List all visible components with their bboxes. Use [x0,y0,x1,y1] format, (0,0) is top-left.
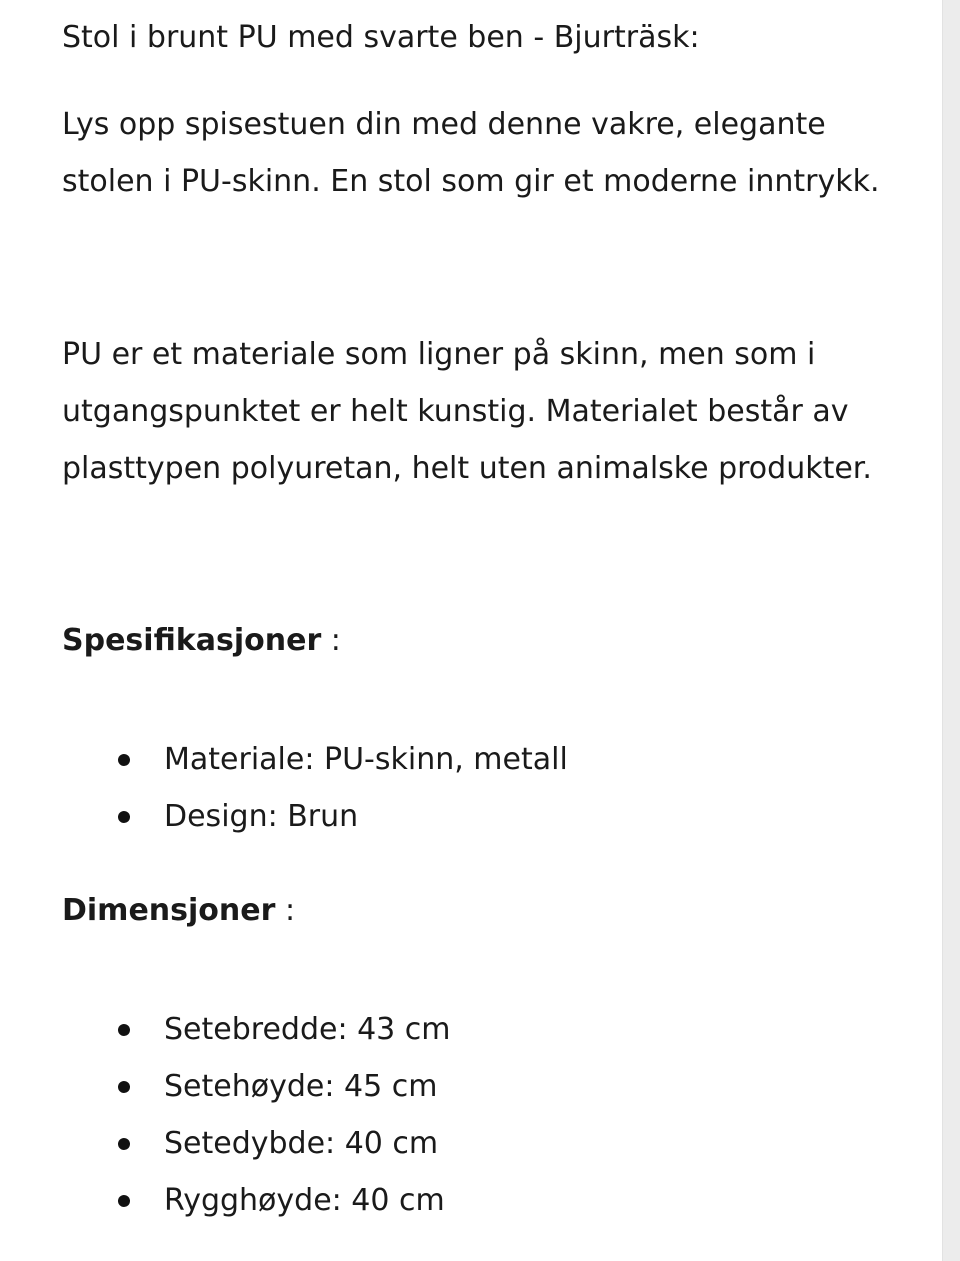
bullet-icon [118,811,130,823]
list-item-text: Setedybde: 40 cm [164,1126,439,1161]
specifications-heading-suffix: : [321,623,341,658]
intro-paragraph: Lys opp spisestuen din med denne vakre, elegante stolen i PU-skinn. En stol som gir et moderne inntrykk. [62,107,880,199]
list-item [62,1172,451,1229]
bullet-icon [118,1138,130,1150]
material-paragraph: PU er et materiale som ligner på skinn, men som i utgangspunktet er helt kunstig. Materialet består av plasttypen polyuretan, helt uten animalske produkter. [62,337,872,486]
dimensions-list [62,1001,451,1229]
list-item-text: Setehøyde: 45 cm [164,1069,438,1104]
list-item-text: Rygghøyde: 40 cm [164,1183,445,1218]
bullet-icon [118,1081,130,1093]
specifications-list [62,731,568,845]
list-item-text: Design: Brun [164,799,359,834]
bullet-icon [118,754,130,766]
list-item [62,1058,451,1115]
list-item-text: Materiale: PU-skinn, metall [164,742,568,777]
bullet-icon [118,1024,130,1036]
list-item [62,1115,451,1172]
specifications-heading [62,612,341,669]
dimensions-heading-label: Dimensjoner [62,893,276,928]
list-item [62,1001,451,1058]
list-item [62,731,568,788]
bullet-icon [118,1195,130,1207]
specifications-heading-label: Spesifikasjoner [62,623,322,658]
dimensions-heading-suffix: : [275,893,296,928]
product-title: Stol i brunt PU med svarte ben - Bjurträsk: [62,20,700,55]
list-item [62,788,568,845]
dimensions-heading [62,882,295,939]
list-item-text: Setebredde: 43 cm [164,1012,451,1047]
